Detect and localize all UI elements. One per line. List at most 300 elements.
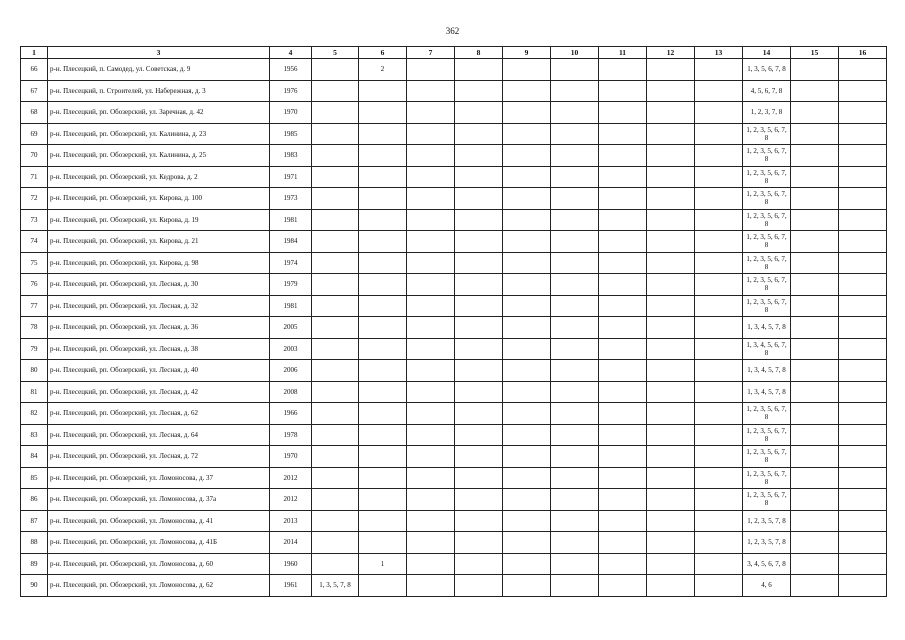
col-7-cell (407, 274, 455, 296)
col-12-cell (647, 252, 695, 274)
col-12-cell (647, 145, 695, 167)
col-15-cell (791, 123, 839, 145)
table-row (21, 274, 887, 296)
row-number-cell: 89 (21, 553, 48, 575)
col-6-cell (359, 102, 407, 124)
col-12-cell (647, 446, 695, 468)
col-7-cell (407, 59, 455, 81)
col-15-cell (791, 231, 839, 253)
col-8-cell (455, 510, 503, 532)
col-10-cell (551, 123, 599, 145)
col-6-cell (359, 403, 407, 425)
col-9-cell (503, 231, 551, 253)
table-row (21, 489, 887, 511)
address-cell: р-н. Плесецкий, рп. Обозерский, ул. Ломоносова, д. 62 (48, 575, 270, 597)
col-10-cell (551, 209, 599, 231)
address-cell: р-н. Плесецкий, рп. Обозерский, ул. Лесная, д. 64 (48, 424, 270, 446)
col-6-cell (359, 123, 407, 145)
col-13-cell (695, 403, 743, 425)
col-15-cell (791, 338, 839, 360)
col-15-cell (791, 553, 839, 575)
col-15-cell (791, 360, 839, 382)
col-11-cell (599, 188, 647, 210)
col-5-cell (312, 446, 359, 468)
table-row (21, 424, 887, 446)
col-9-cell (503, 317, 551, 339)
col-9-cell (503, 59, 551, 81)
col-10-cell (551, 446, 599, 468)
col-11-cell (599, 553, 647, 575)
col-8-cell (455, 188, 503, 210)
col-5-cell (312, 80, 359, 102)
address-cell: р-н. Плесецкий, рп. Обозерский, ул. Кирова, д. 100 (48, 188, 270, 210)
col-15-cell (791, 102, 839, 124)
col-11-cell (599, 231, 647, 253)
address-cell: р-н. Плесецкий, рп. Обозерский, ул. Лесная, д. 32 (48, 295, 270, 317)
col-8-cell (455, 295, 503, 317)
col-7-cell (407, 510, 455, 532)
col-15-cell (791, 145, 839, 167)
col-8-cell (455, 360, 503, 382)
col-14-cell: 1, 2, 3, 5, 6, 7, 8 (743, 446, 791, 468)
col-8-cell (455, 532, 503, 554)
col-16-cell (839, 575, 887, 597)
col-9-cell (503, 145, 551, 167)
year-cell: 2008 (270, 381, 312, 403)
col-5-cell (312, 532, 359, 554)
col-8-cell (455, 102, 503, 124)
col-13-cell (695, 532, 743, 554)
col-8-cell (455, 381, 503, 403)
col-12-cell (647, 360, 695, 382)
col-6-cell (359, 510, 407, 532)
col-7-cell (407, 338, 455, 360)
col-9-cell (503, 360, 551, 382)
col-16-cell (839, 145, 887, 167)
col-9-cell (503, 510, 551, 532)
col-10-cell (551, 489, 599, 511)
col-13-cell (695, 338, 743, 360)
col-12-cell (647, 102, 695, 124)
col-12-cell (647, 575, 695, 597)
col-13-cell (695, 575, 743, 597)
year-cell: 1966 (270, 403, 312, 425)
col-13-cell (695, 424, 743, 446)
col-5-cell (312, 231, 359, 253)
col-15-cell (791, 188, 839, 210)
col-7-cell (407, 295, 455, 317)
table-row (21, 381, 887, 403)
year-cell: 1961 (270, 575, 312, 597)
col-14-cell: 1, 2, 3, 5, 7, 8 (743, 510, 791, 532)
col-7-cell (407, 489, 455, 511)
col-12-cell (647, 532, 695, 554)
address-cell: р-н. Плесецкий, рп. Обозерский, ул. Лесная, д. 42 (48, 381, 270, 403)
table-header-row (21, 47, 887, 59)
col-12-cell (647, 188, 695, 210)
col-7-cell (407, 209, 455, 231)
col-9-cell (503, 102, 551, 124)
col-10-cell (551, 188, 599, 210)
col-10-cell (551, 317, 599, 339)
col-12-cell (647, 123, 695, 145)
col-11-cell (599, 467, 647, 489)
col-15-cell (791, 317, 839, 339)
table-row (21, 188, 887, 210)
col-11-cell (599, 532, 647, 554)
col-11-cell (599, 317, 647, 339)
table-row (21, 510, 887, 532)
col-9-cell (503, 209, 551, 231)
table-row (21, 338, 887, 360)
col-7-cell (407, 575, 455, 597)
col-9-cell (503, 381, 551, 403)
col-6-cell (359, 338, 407, 360)
col-10-cell (551, 381, 599, 403)
address-cell: р-н. Плесецкий, рп. Обозерский, ул. Ломоносова, д. 41Б (48, 532, 270, 554)
row-number-cell: 83 (21, 424, 48, 446)
row-number-cell: 77 (21, 295, 48, 317)
col-16-cell (839, 59, 887, 81)
address-cell: р-н. Плесецкий, рп. Обозерский, ул. Калинина, д. 25 (48, 145, 270, 167)
col-15-cell (791, 252, 839, 274)
year-cell: 2012 (270, 467, 312, 489)
col-6-cell (359, 80, 407, 102)
year-cell: 2014 (270, 532, 312, 554)
col-9-cell (503, 123, 551, 145)
col-5-cell (312, 381, 359, 403)
col-8-cell (455, 446, 503, 468)
year-cell: 1976 (270, 80, 312, 102)
col-7-cell (407, 317, 455, 339)
address-cell: р-н. Плесецкий, рп. Обозерский, ул. Кирова, д. 98 (48, 252, 270, 274)
col-11-cell (599, 381, 647, 403)
row-number-cell: 88 (21, 532, 48, 554)
col-10-cell (551, 553, 599, 575)
col-10-cell (551, 274, 599, 296)
year-cell: 1981 (270, 295, 312, 317)
col-11-cell (599, 252, 647, 274)
year-cell: 1974 (270, 252, 312, 274)
column-header-4: 4 (270, 47, 312, 59)
col-10-cell (551, 59, 599, 81)
col-15-cell (791, 59, 839, 81)
col-13-cell (695, 510, 743, 532)
col-7-cell (407, 467, 455, 489)
col-14-cell: 1, 2, 3, 5, 6, 7, 8 (743, 295, 791, 317)
row-number-cell: 69 (21, 123, 48, 145)
col-8-cell (455, 553, 503, 575)
address-cell: р-н. Плесецкий, рп. Обозерский, ул. Лесная, д. 36 (48, 317, 270, 339)
col-16-cell (839, 532, 887, 554)
col-7-cell (407, 231, 455, 253)
col-13-cell (695, 231, 743, 253)
col-5-cell (312, 424, 359, 446)
col-6-cell (359, 317, 407, 339)
col-8-cell (455, 166, 503, 188)
col-16-cell (839, 80, 887, 102)
year-cell: 1960 (270, 553, 312, 575)
col-10-cell (551, 102, 599, 124)
col-14-cell: 1, 3, 5, 6, 7, 8 (743, 59, 791, 81)
col-16-cell (839, 209, 887, 231)
col-5-cell (312, 274, 359, 296)
col-16-cell (839, 188, 887, 210)
col-6-cell (359, 188, 407, 210)
col-6-cell (359, 145, 407, 167)
col-9-cell (503, 446, 551, 468)
col-8-cell (455, 274, 503, 296)
col-11-cell (599, 274, 647, 296)
col-8-cell (455, 209, 503, 231)
col-16-cell (839, 274, 887, 296)
col-6-cell (359, 381, 407, 403)
col-14-cell: 1, 2, 3, 5, 6, 7, 8 (743, 145, 791, 167)
col-10-cell (551, 338, 599, 360)
row-number-cell: 76 (21, 274, 48, 296)
col-13-cell (695, 274, 743, 296)
col-13-cell (695, 317, 743, 339)
col-14-cell: 1, 2, 3, 5, 6, 7, 8 (743, 166, 791, 188)
page-number: 362 (445, 26, 460, 36)
col-16-cell (839, 123, 887, 145)
year-cell: 1981 (270, 209, 312, 231)
col-11-cell (599, 295, 647, 317)
col-10-cell (551, 166, 599, 188)
col-15-cell (791, 532, 839, 554)
col-11-cell (599, 338, 647, 360)
col-12-cell (647, 467, 695, 489)
col-16-cell (839, 252, 887, 274)
col-14-cell: 1, 2, 3, 5, 6, 7, 8 (743, 424, 791, 446)
row-number-cell: 86 (21, 489, 48, 511)
row-number-cell: 71 (21, 166, 48, 188)
col-12-cell (647, 489, 695, 511)
address-cell: р-н. Плесецкий, рп. Обозерский, ул. Кедрова, д. 2 (48, 166, 270, 188)
col-9-cell (503, 252, 551, 274)
col-5-cell (312, 553, 359, 575)
col-13-cell (695, 209, 743, 231)
table-row (21, 295, 887, 317)
col-14-cell: 1, 2, 3, 5, 6, 7, 8 (743, 274, 791, 296)
col-15-cell (791, 424, 839, 446)
year-cell: 1970 (270, 102, 312, 124)
col-6-cell (359, 231, 407, 253)
col-5-cell (312, 188, 359, 210)
col-12-cell (647, 274, 695, 296)
col-13-cell (695, 123, 743, 145)
col-10-cell (551, 575, 599, 597)
col-5-cell (312, 489, 359, 511)
col-16-cell (839, 553, 887, 575)
col-16-cell (839, 446, 887, 468)
address-cell: р-н. Плесецкий, рп. Обозерский, ул. Лесная, д. 72 (48, 446, 270, 468)
col-6-cell (359, 295, 407, 317)
col-14-cell: 4, 6 (743, 575, 791, 597)
row-number-cell: 75 (21, 252, 48, 274)
table-row (21, 403, 887, 425)
col-16-cell (839, 489, 887, 511)
col-15-cell (791, 489, 839, 511)
col-10-cell (551, 145, 599, 167)
col-6-cell (359, 575, 407, 597)
row-number-cell: 78 (21, 317, 48, 339)
col-5-cell (312, 102, 359, 124)
col-14-cell: 1, 3, 4, 5, 7, 8 (743, 381, 791, 403)
col-13-cell (695, 59, 743, 81)
col-10-cell (551, 360, 599, 382)
row-number-cell: 80 (21, 360, 48, 382)
col-7-cell (407, 102, 455, 124)
col-7-cell (407, 188, 455, 210)
col-5-cell (312, 360, 359, 382)
col-10-cell (551, 80, 599, 102)
col-8-cell (455, 252, 503, 274)
col-5-cell (312, 467, 359, 489)
col-5-cell (312, 510, 359, 532)
col-5-cell (312, 145, 359, 167)
year-cell: 2005 (270, 317, 312, 339)
row-number-cell: 81 (21, 381, 48, 403)
col-13-cell (695, 80, 743, 102)
col-15-cell (791, 403, 839, 425)
col-14-cell: 1, 2, 3, 5, 6, 7, 8 (743, 123, 791, 145)
row-number-cell: 70 (21, 145, 48, 167)
col-8-cell (455, 317, 503, 339)
col-6-cell (359, 252, 407, 274)
col-9-cell (503, 166, 551, 188)
address-cell: р-н. Плесецкий, рп. Обозерский, ул. Ломоносова, д. 41 (48, 510, 270, 532)
col-14-cell: 1, 2, 3, 5, 6, 7, 8 (743, 252, 791, 274)
address-cell: р-н. Плесецкий, рп. Обозерский, ул. Ломоносова, д. 60 (48, 553, 270, 575)
col-14-cell: 1, 2, 3, 5, 6, 7, 8 (743, 209, 791, 231)
col-14-cell: 1, 2, 3, 5, 7, 8 (743, 532, 791, 554)
col-9-cell (503, 489, 551, 511)
col-6-cell (359, 532, 407, 554)
address-cell: р-н. Плесецкий, рп. Обозерский, ул. Лесная, д. 40 (48, 360, 270, 382)
col-15-cell (791, 446, 839, 468)
col-11-cell (599, 123, 647, 145)
col-6-cell: 2 (359, 59, 407, 81)
col-8-cell (455, 80, 503, 102)
year-cell: 2012 (270, 489, 312, 511)
col-8-cell (455, 575, 503, 597)
col-15-cell (791, 575, 839, 597)
col-9-cell (503, 274, 551, 296)
col-12-cell (647, 231, 695, 253)
row-number-cell: 90 (21, 575, 48, 597)
col-16-cell (839, 338, 887, 360)
address-cell: р-н. Плесецкий, п. Самодед, ул. Советская, д. 9 (48, 59, 270, 81)
col-7-cell (407, 360, 455, 382)
col-12-cell (647, 338, 695, 360)
address-cell: р-н. Плесецкий, п. Строителей, ул. Набережная, д. 3 (48, 80, 270, 102)
col-14-cell: 1, 3, 4, 5, 6, 7, 8 (743, 338, 791, 360)
year-cell: 2003 (270, 338, 312, 360)
year-cell: 1978 (270, 424, 312, 446)
year-cell: 2006 (270, 360, 312, 382)
col-14-cell: 1, 3, 4, 5, 7, 8 (743, 317, 791, 339)
column-header-11: 11 (599, 47, 647, 59)
col-12-cell (647, 295, 695, 317)
row-number-cell: 85 (21, 467, 48, 489)
col-8-cell (455, 467, 503, 489)
col-12-cell (647, 166, 695, 188)
col-5-cell (312, 403, 359, 425)
address-cell: р-н. Плесецкий, рп. Обозерский, ул. Ломоносова, д. 37 (48, 467, 270, 489)
col-8-cell (455, 59, 503, 81)
col-12-cell (647, 553, 695, 575)
col-7-cell (407, 145, 455, 167)
year-cell: 2013 (270, 510, 312, 532)
col-9-cell (503, 467, 551, 489)
col-7-cell (407, 532, 455, 554)
col-11-cell (599, 424, 647, 446)
col-16-cell (839, 424, 887, 446)
table-row (21, 553, 887, 575)
col-7-cell (407, 446, 455, 468)
col-10-cell (551, 510, 599, 532)
col-13-cell (695, 467, 743, 489)
col-13-cell (695, 145, 743, 167)
table-row (21, 166, 887, 188)
col-11-cell (599, 403, 647, 425)
col-16-cell (839, 510, 887, 532)
table-row (21, 102, 887, 124)
column-header-14: 14 (743, 47, 791, 59)
column-header-15: 15 (791, 47, 839, 59)
col-8-cell (455, 145, 503, 167)
col-12-cell (647, 80, 695, 102)
col-13-cell (695, 489, 743, 511)
col-14-cell: 1, 3, 4, 5, 7, 8 (743, 360, 791, 382)
col-5-cell (312, 166, 359, 188)
col-13-cell (695, 360, 743, 382)
col-13-cell (695, 188, 743, 210)
column-header-9: 9 (503, 47, 551, 59)
col-11-cell (599, 209, 647, 231)
col-9-cell (503, 575, 551, 597)
row-number-cell: 79 (21, 338, 48, 360)
col-5-cell: 1, 3, 5, 7, 8 (312, 575, 359, 597)
col-12-cell (647, 403, 695, 425)
col-5-cell (312, 295, 359, 317)
column-header-5: 5 (312, 47, 359, 59)
col-12-cell (647, 59, 695, 81)
table-row (21, 59, 887, 81)
col-8-cell (455, 338, 503, 360)
column-header-8: 8 (455, 47, 503, 59)
col-6-cell (359, 446, 407, 468)
row-number-cell: 74 (21, 231, 48, 253)
col-13-cell (695, 166, 743, 188)
col-10-cell (551, 532, 599, 554)
col-13-cell (695, 381, 743, 403)
col-13-cell (695, 295, 743, 317)
year-cell: 1970 (270, 446, 312, 468)
col-9-cell (503, 295, 551, 317)
col-5-cell (312, 317, 359, 339)
address-cell: р-н. Плесецкий, рп. Обозерский, ул. Ломоносова, д. 37а (48, 489, 270, 511)
col-5-cell (312, 123, 359, 145)
col-16-cell (839, 166, 887, 188)
col-12-cell (647, 424, 695, 446)
col-6-cell (359, 424, 407, 446)
column-header-6: 6 (359, 47, 407, 59)
col-7-cell (407, 424, 455, 446)
col-15-cell (791, 510, 839, 532)
col-6-cell (359, 489, 407, 511)
